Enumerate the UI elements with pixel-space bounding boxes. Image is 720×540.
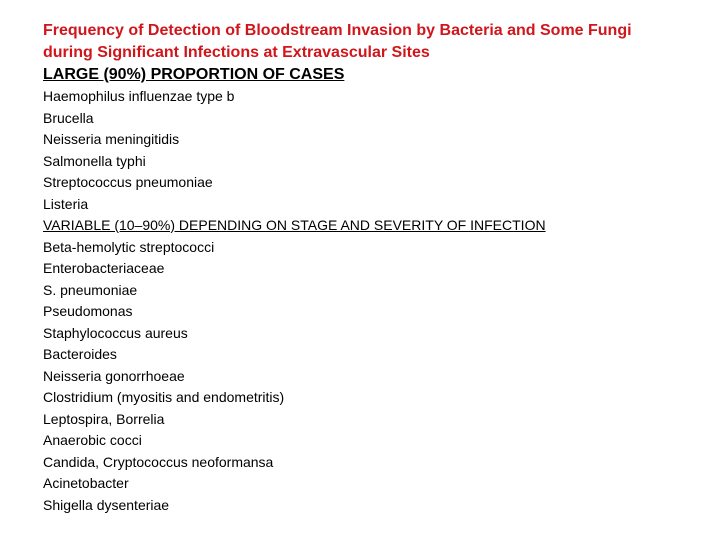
list-item: Shigella dysenteriae [43,496,170,513]
title-line-2: during Significant Infections at Extravascular Sites [43,44,430,61]
list-item: Acinetobacter [43,475,129,491]
list-item: Enterobacteriaceae [43,260,165,276]
list-item: Streptococcus pneumoniae [43,174,213,190]
list-item: Candida, Cryptococcus neoformansa [43,453,274,470]
list-item: Brucella [43,109,94,126]
large-proportion-list [43,86,703,215]
list-item: S. pneumoniae [43,281,138,298]
list-item: Neisseria meningitidis [43,131,180,147]
slide-content [43,20,703,516]
list-item: Haemophilus influenzae type b [43,88,235,104]
list-item: Beta-hemolytic streptococci [43,238,215,255]
list-item: Salmonella typhi [43,152,146,169]
slide-title [43,20,703,64]
list-item: Clostridium (myositis and endometritis) [43,389,285,405]
list-item: Neisseria gonorrhoeae [43,367,185,384]
list-item: Anaerobic cocci [43,432,142,448]
variable-list [43,237,703,517]
list-item: Staphylococcus aureus [43,324,188,341]
list-item: Leptospira, Borrelia [43,410,165,427]
section-heading-large-proportion: LARGE (90%) PROPORTION OF CASES [43,66,345,83]
title-line-1: Frequency of Detection of Bloodstream Invasion by Bacteria and Some Fungi [43,22,632,39]
list-item: Bacteroides [43,346,117,362]
section-heading-variable: VARIABLE (10–90%) DEPENDING ON STAGE AND SEVERITY OF INFECTION [43,217,546,233]
list-item: Pseudomonas [43,303,133,319]
list-item: Listeria [43,195,89,212]
